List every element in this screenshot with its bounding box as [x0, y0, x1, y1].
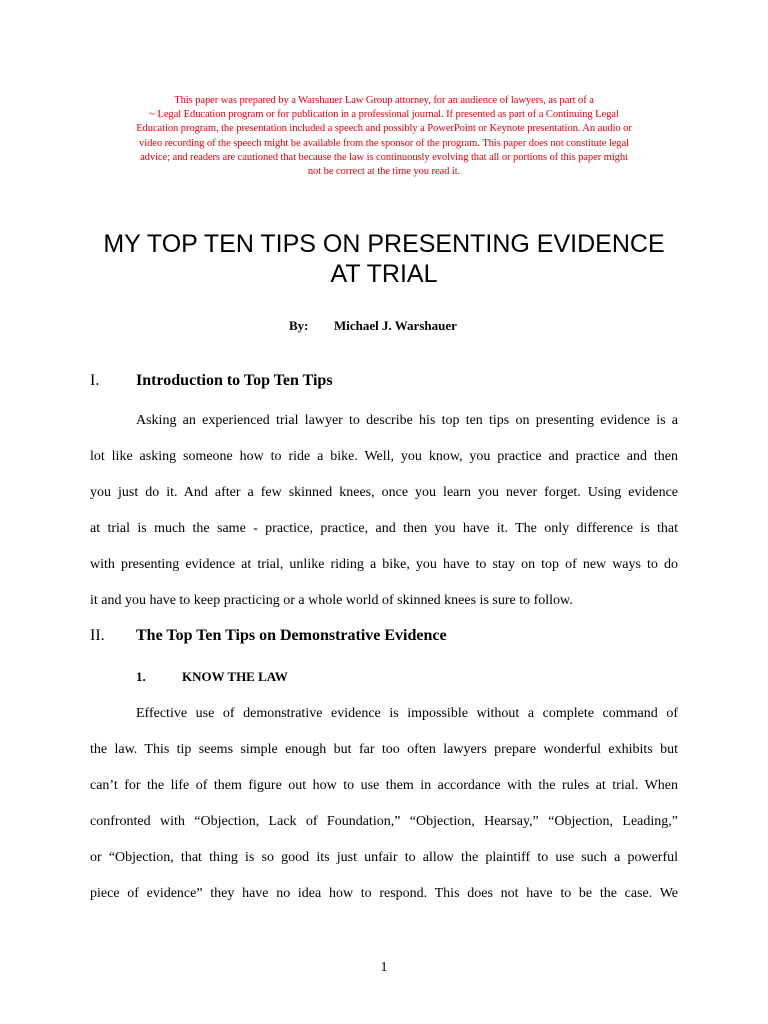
section-title: The Top Ten Tips on Demonstrative Evidence — [136, 627, 447, 644]
paragraph-line: confronted with “Objection, Lack of Foundation,” “Objection, Hearsay,” “Objection, Leading,” — [90, 814, 678, 829]
paragraph-line: the law. This tip seems simple enough but far too often lawyers prepare wonderful exhibits but — [90, 742, 678, 757]
author-name: Michael J. Warshauer — [334, 318, 457, 333]
disclaimer-line: not be correct at the time you read it. — [307, 166, 461, 178]
paragraph-line: Effective use of demonstrative evidence is impossible without a complete command of — [136, 706, 678, 721]
disclaimer-line: This paper was prepared by a Warshauer Law Group attorney, for an audience of lawyers, as part of a — [174, 95, 594, 106]
paragraph-line: lot like asking someone how to ride a bike. Well, you know, you practice and practice and then — [90, 449, 678, 464]
paragraph-line: it and you have to keep practicing or a whole world of skinned knees is sure to follow. — [90, 593, 573, 608]
subsection-number: 1. — [136, 669, 146, 684]
paragraph-line: or “Objection, that thing is so good its just unfair to allow the plaintiff to use such a powerful — [90, 850, 678, 865]
subsection-title: KNOW THE LAW — [182, 669, 288, 684]
disclaimer-line: advice; and readers are cautioned that because the law is continuously evolving that all or portions of this paper might — [140, 151, 628, 163]
disclaimer-line: Education program, the presentation included a speech and possibly a PowerPoint or Keynote presentation. An audio or — [136, 123, 632, 135]
disclaimer-notice — [60, 94, 708, 179]
byline-label: By: — [289, 318, 309, 333]
paragraph-line: piece of evidence” they have no idea how to respond. This does not have to be the case. We — [90, 886, 678, 901]
section-number: II. — [90, 627, 105, 644]
disclaimer-line: video recording of the speech might be available from the sponsor of the program. This paper does not constitute legal — [139, 137, 629, 149]
disclaimer-line: ~ Legal Education program or for publication in a professional journal. If presented as part of a Continuing Legal — [149, 109, 619, 121]
paragraph-line: at trial is much the same - practice, practice, and then you have it. The only difference is that — [90, 521, 678, 536]
title-line: AT TRIAL — [330, 260, 438, 288]
paragraph-line: with presenting evidence at trial, unlike riding a bike, you have to stay on top of new ways to do — [90, 557, 678, 572]
paragraph-line: Asking an experienced trial lawyer to describe his top ten tips on presenting evidence is a — [136, 413, 678, 428]
document-title — [40, 229, 728, 289]
title-line: MY TOP TEN TIPS ON PRESENTING EVIDENCE — [103, 230, 665, 258]
section-number: I. — [90, 372, 100, 389]
section-title: Introduction to Top Ten Tips — [136, 372, 333, 389]
page-number: 1 — [380, 960, 388, 975]
paragraph-line: you just do it. And after a few skinned knees, once you learn you never forget. Using evidence — [90, 485, 678, 500]
paragraph-line: can’t for the life of them figure out how to use them in accordance with the rules at trial. When — [90, 778, 678, 793]
